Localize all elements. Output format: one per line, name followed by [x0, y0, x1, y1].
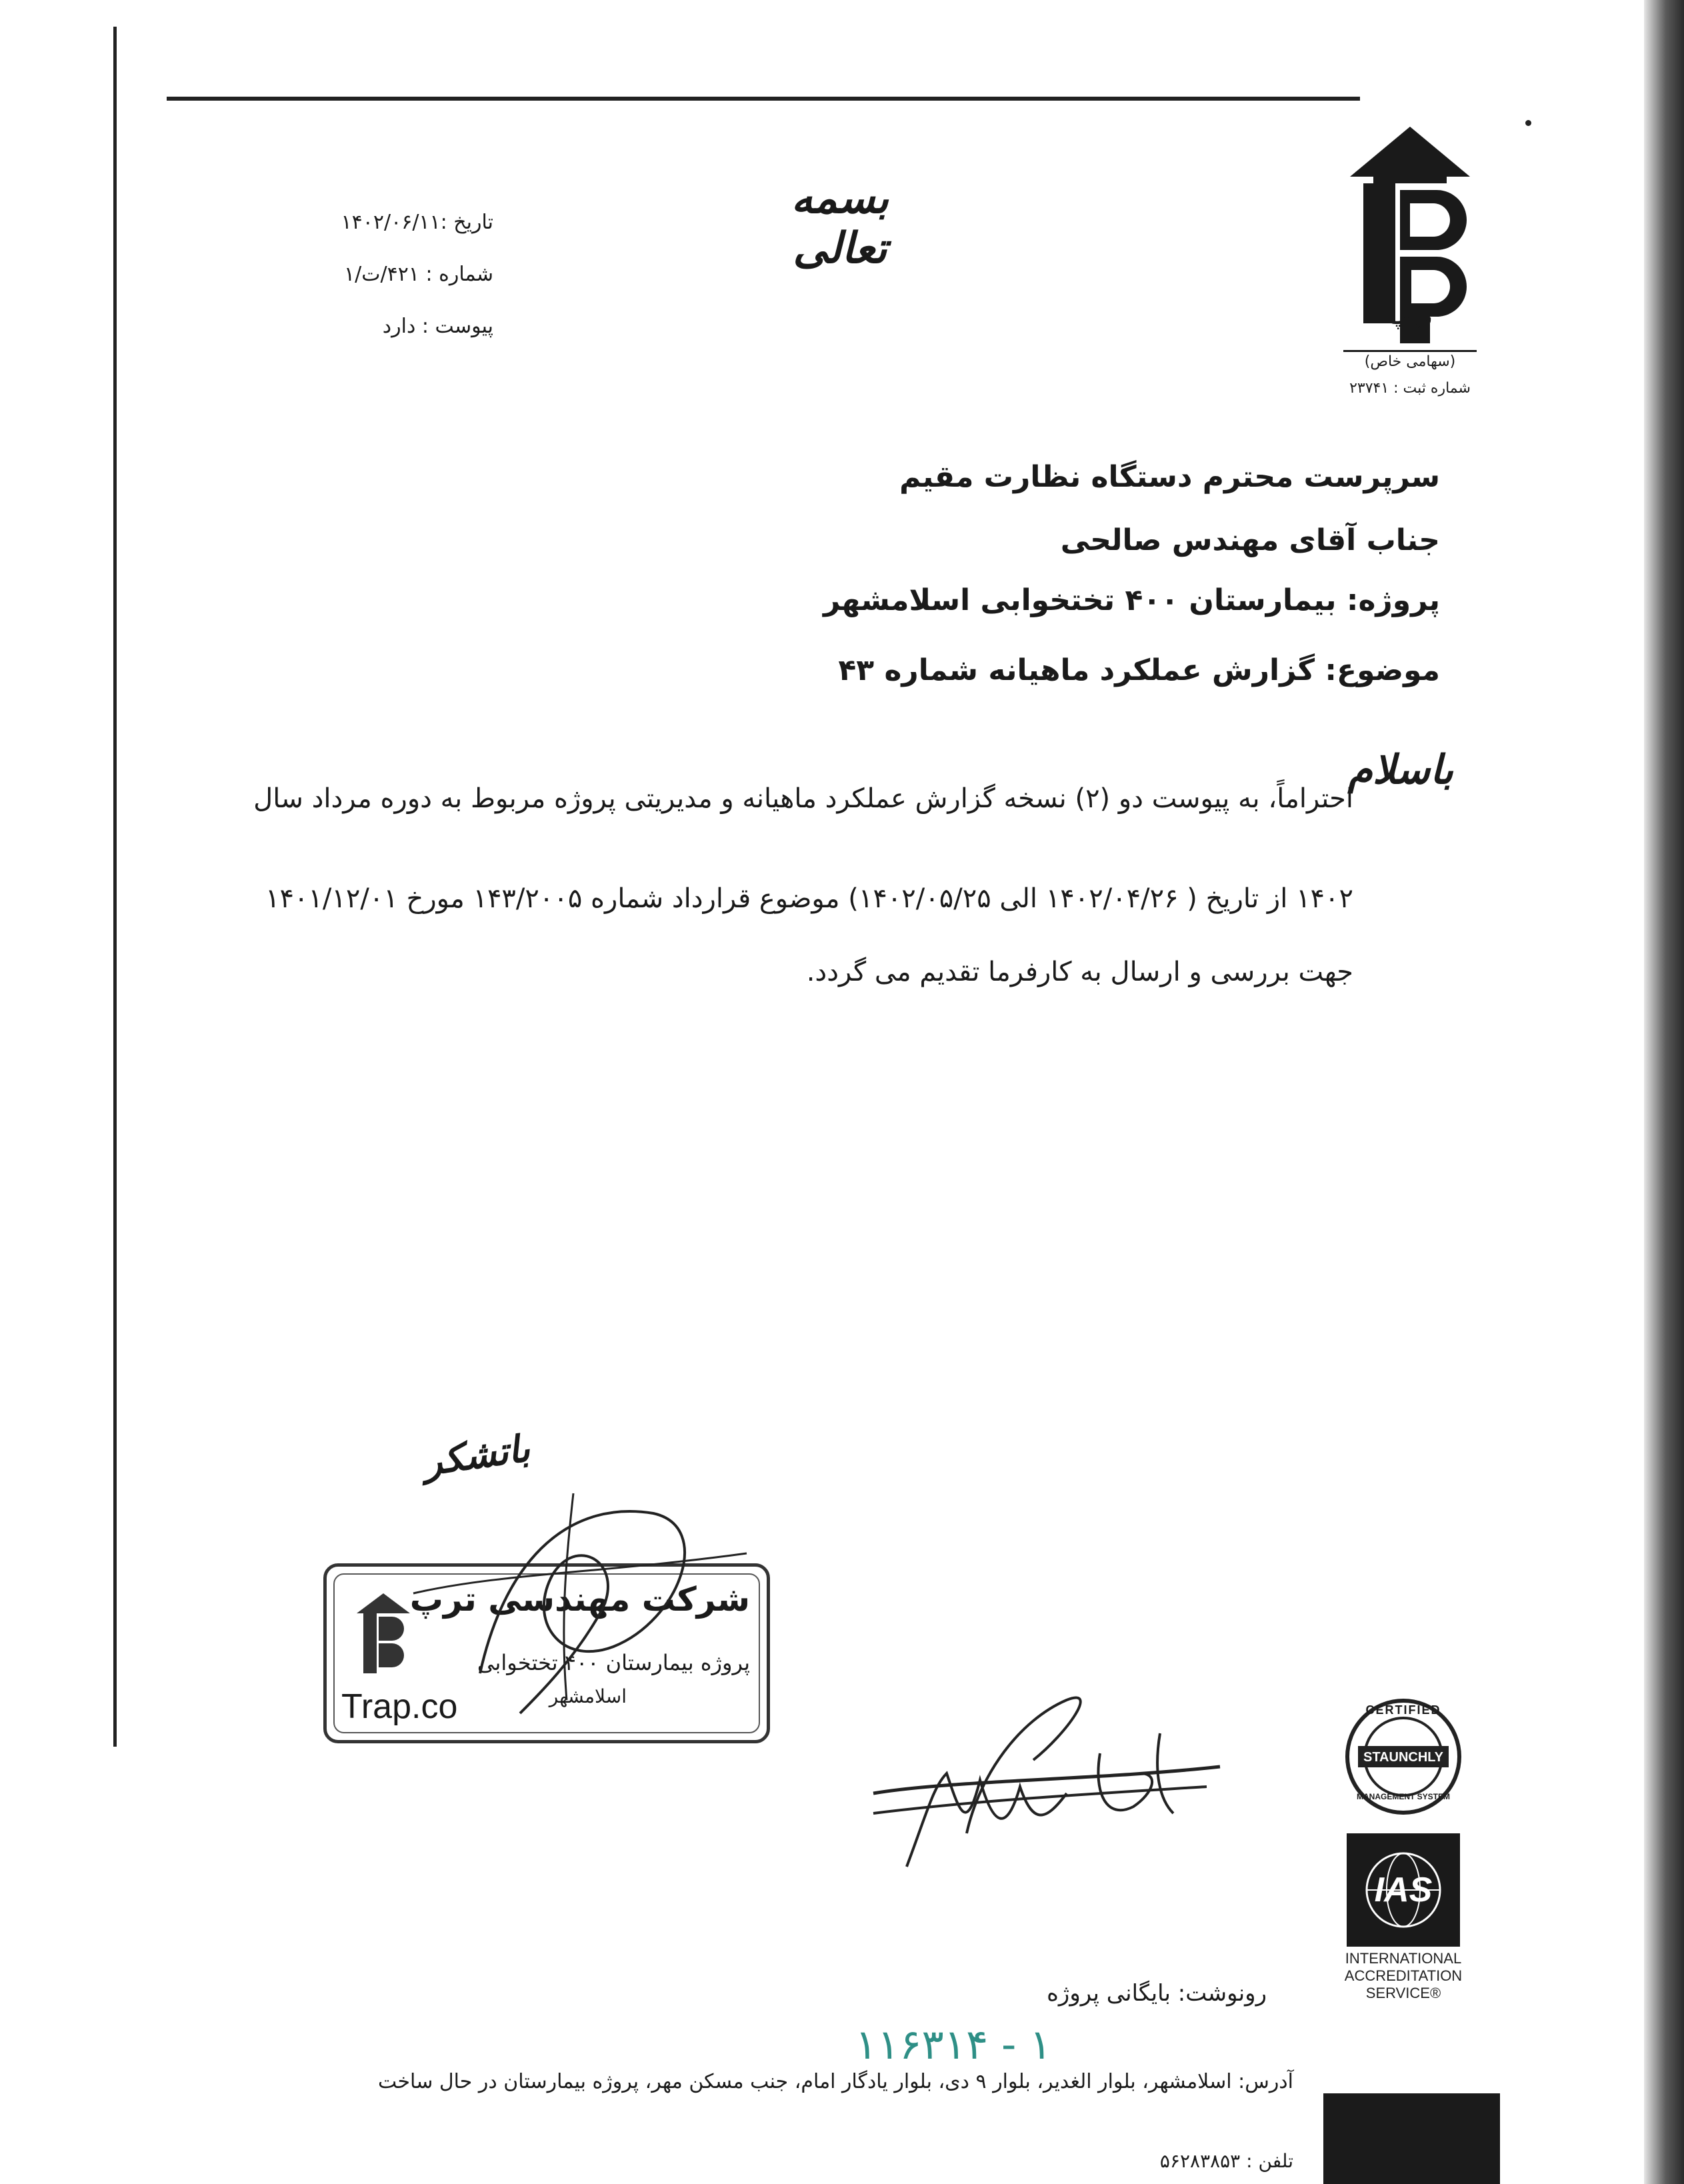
letter-date: تاریخ :۱۴۰۲/۰۶/۱۱ — [341, 211, 493, 234]
badge-center-text: STAUNCHLY — [1363, 1750, 1443, 1765]
ias-caption-line-2: ACCREDITATION — [1344, 1967, 1463, 1984]
signature-scribble-left — [400, 1473, 773, 1727]
body-line-2: ۱۴۰۲ از تاریخ ( ۱۴۰۲/۰۴/۲۶ الی ۱۴۰۲/۰۵/۲۵) موضوع قرارداد شماره ۱۴۳/۲۰۰۵ مورخ ۱۴۰۱/۱۲/۰۱ — [265, 883, 1353, 914]
addressee-title: سرپرست محترم دستگاه نظارت مقیم — [899, 460, 1440, 494]
subject-line: موضوع: گزارش عملکرد ماهیانه شماره ۴۳ — [838, 653, 1440, 687]
ias-label: IAS — [1374, 1871, 1433, 1909]
letterhead-top-rule — [167, 97, 1360, 101]
body-line-1: احتراماً، به پیوست دو (۲) نسخه گزارش عملکرد ماهیانه و مدیریتی پروژه مربوط به دوره مرداد سال — [253, 783, 1353, 814]
signature-scribble-right — [847, 1680, 1247, 1880]
scan-page-shadow — [1644, 0, 1684, 2184]
footer-address: آدرس: اسلامشهر، بلوار الغدیر، بلوار ۹ دی، بلوار یادگار امام، جنب مسکن مهر، پروژه بیمارستان در حال ساخت — [378, 2070, 1293, 2093]
badge-top-text: CERTIFIED — [1365, 1703, 1441, 1717]
letter-attachment: پیوست : دارد — [382, 315, 493, 338]
ias-caption-line-1: INTERNATIONAL — [1345, 1950, 1462, 1967]
cc-line: رونوشت: بایگانی پروژه — [1047, 1980, 1267, 2007]
stamp-project: پروژه بیمارستان ۴۰۰ تختخوابی — [477, 1650, 750, 1675]
badge-bottom-text: MANAGEMENT SYSTEM — [1356, 1792, 1450, 1801]
logo-company-type: (سهامی خاص) — [1364, 353, 1456, 370]
ias-caption-line-3: SERVICE® — [1365, 1985, 1441, 2001]
bismillah-heading: بسمه تعالی — [791, 173, 889, 273]
stamp-city: اسلامشهر — [549, 1685, 627, 1707]
logo-registration: شماره ثبت : ۲۳۷۴۱ — [1349, 380, 1471, 397]
project-line: پروژه: بیمارستان ۴۰۰ تختخوابی اسلامشهر — [823, 583, 1440, 617]
scan-left-edge — [113, 27, 117, 1747]
footer-phone: تلفن : ۵۶۲۸۳۸۵۳ — [1159, 2150, 1293, 2172]
body-line-3: جهت بررسی و ارسال به کارفرما تقدیم می گردد. — [806, 957, 1353, 987]
logo-company-name: ترپ — [1387, 303, 1433, 330]
letter-meta — [280, 197, 493, 353]
handwritten-archive-number: ۱۱۶۳۱۴ - ۱ — [855, 2020, 1052, 2069]
ias-caption — [1327, 1950, 1480, 2002]
letter-number: شماره : ۴۲۱/ت/۱ — [344, 263, 493, 286]
stamp-website: Trap.co — [341, 1687, 458, 1726]
closing-thanks: باتشکر — [421, 1426, 533, 1485]
greeting: باسلام — [1347, 747, 1453, 793]
addressee-name: جناب آقای مهندس صالحی — [1060, 523, 1440, 557]
footer-black-block — [1323, 2093, 1500, 2184]
scan-speck — [1525, 120, 1531, 126]
stamp-company-name: شرکت مهندسی ترپ — [409, 1580, 750, 1619]
